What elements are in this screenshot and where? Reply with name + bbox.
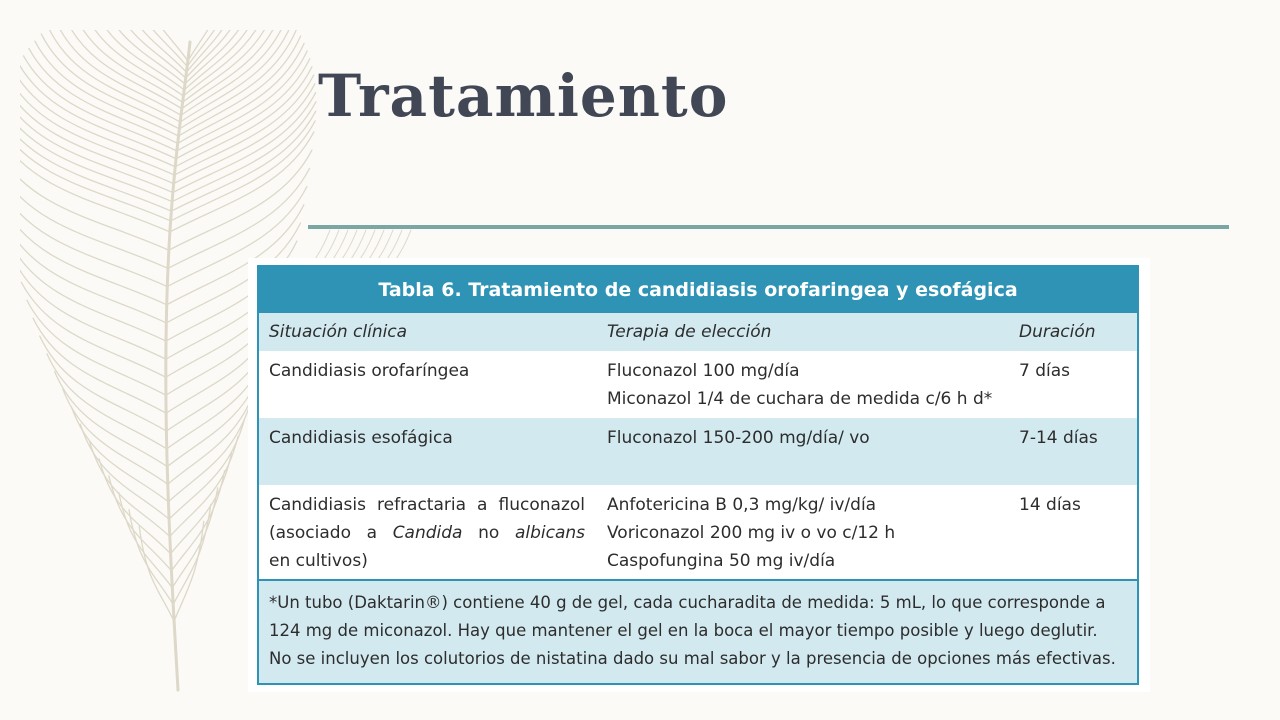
duration-cell: 14 días: [1019, 495, 1081, 515]
treatment-table: [257, 265, 1139, 685]
situation-cell: Candidiasis refractaria a fluconazol (asociado a Candida no albicans en cultivos): [269, 495, 585, 571]
page-title: Tratamiento: [318, 62, 729, 130]
situation-cell: Candidiasis orofaríngea: [269, 361, 470, 381]
duration-cell: 7 días: [1019, 361, 1071, 381]
duration-cell: 7-14 días: [1019, 428, 1098, 448]
therapy-cell: Anfotericina B 0,3 mg/kg/ iv/día Voriconazol 200 mg iv o vo c/12 h Caspofungina 50 mg iv/día: [607, 495, 896, 571]
header-duration: Duración: [1019, 322, 1096, 342]
table-image: [248, 258, 1150, 692]
table-row: [259, 418, 1137, 485]
header-therapy: Terapia de elección: [607, 322, 772, 342]
therapy-cell: Fluconazol 150-200 mg/día/ vo: [607, 428, 870, 448]
title-divider: [308, 225, 1229, 229]
table-caption: Tabla 6. Tratamiento de candidiasis orofaringea y esofágica: [259, 267, 1137, 313]
table-row: [259, 351, 1137, 418]
situation-cell: Candidiasis esofágica: [269, 428, 453, 448]
table-footnote: *Un tubo (Daktarin®) contiene 40 g de gel, cada cucharadita de medida: 5 mL, lo que corresponde a 124 mg de miconazol. Hay que mantener el gel en la boca el mayor tiempo posible y luego deglutir. No se incluyen los colutorios de nistatina dado su mal sabor y la presencia de opciones más efectivas.: [259, 579, 1137, 683]
header-situation: Situación clínica: [269, 322, 408, 342]
therapy-cell: Fluconazol 100 mg/día Miconazol 1/4 de cuchara de medida c/6 h d*: [607, 361, 993, 409]
table-row: [259, 485, 1137, 579]
table-header-row: [259, 313, 1137, 351]
